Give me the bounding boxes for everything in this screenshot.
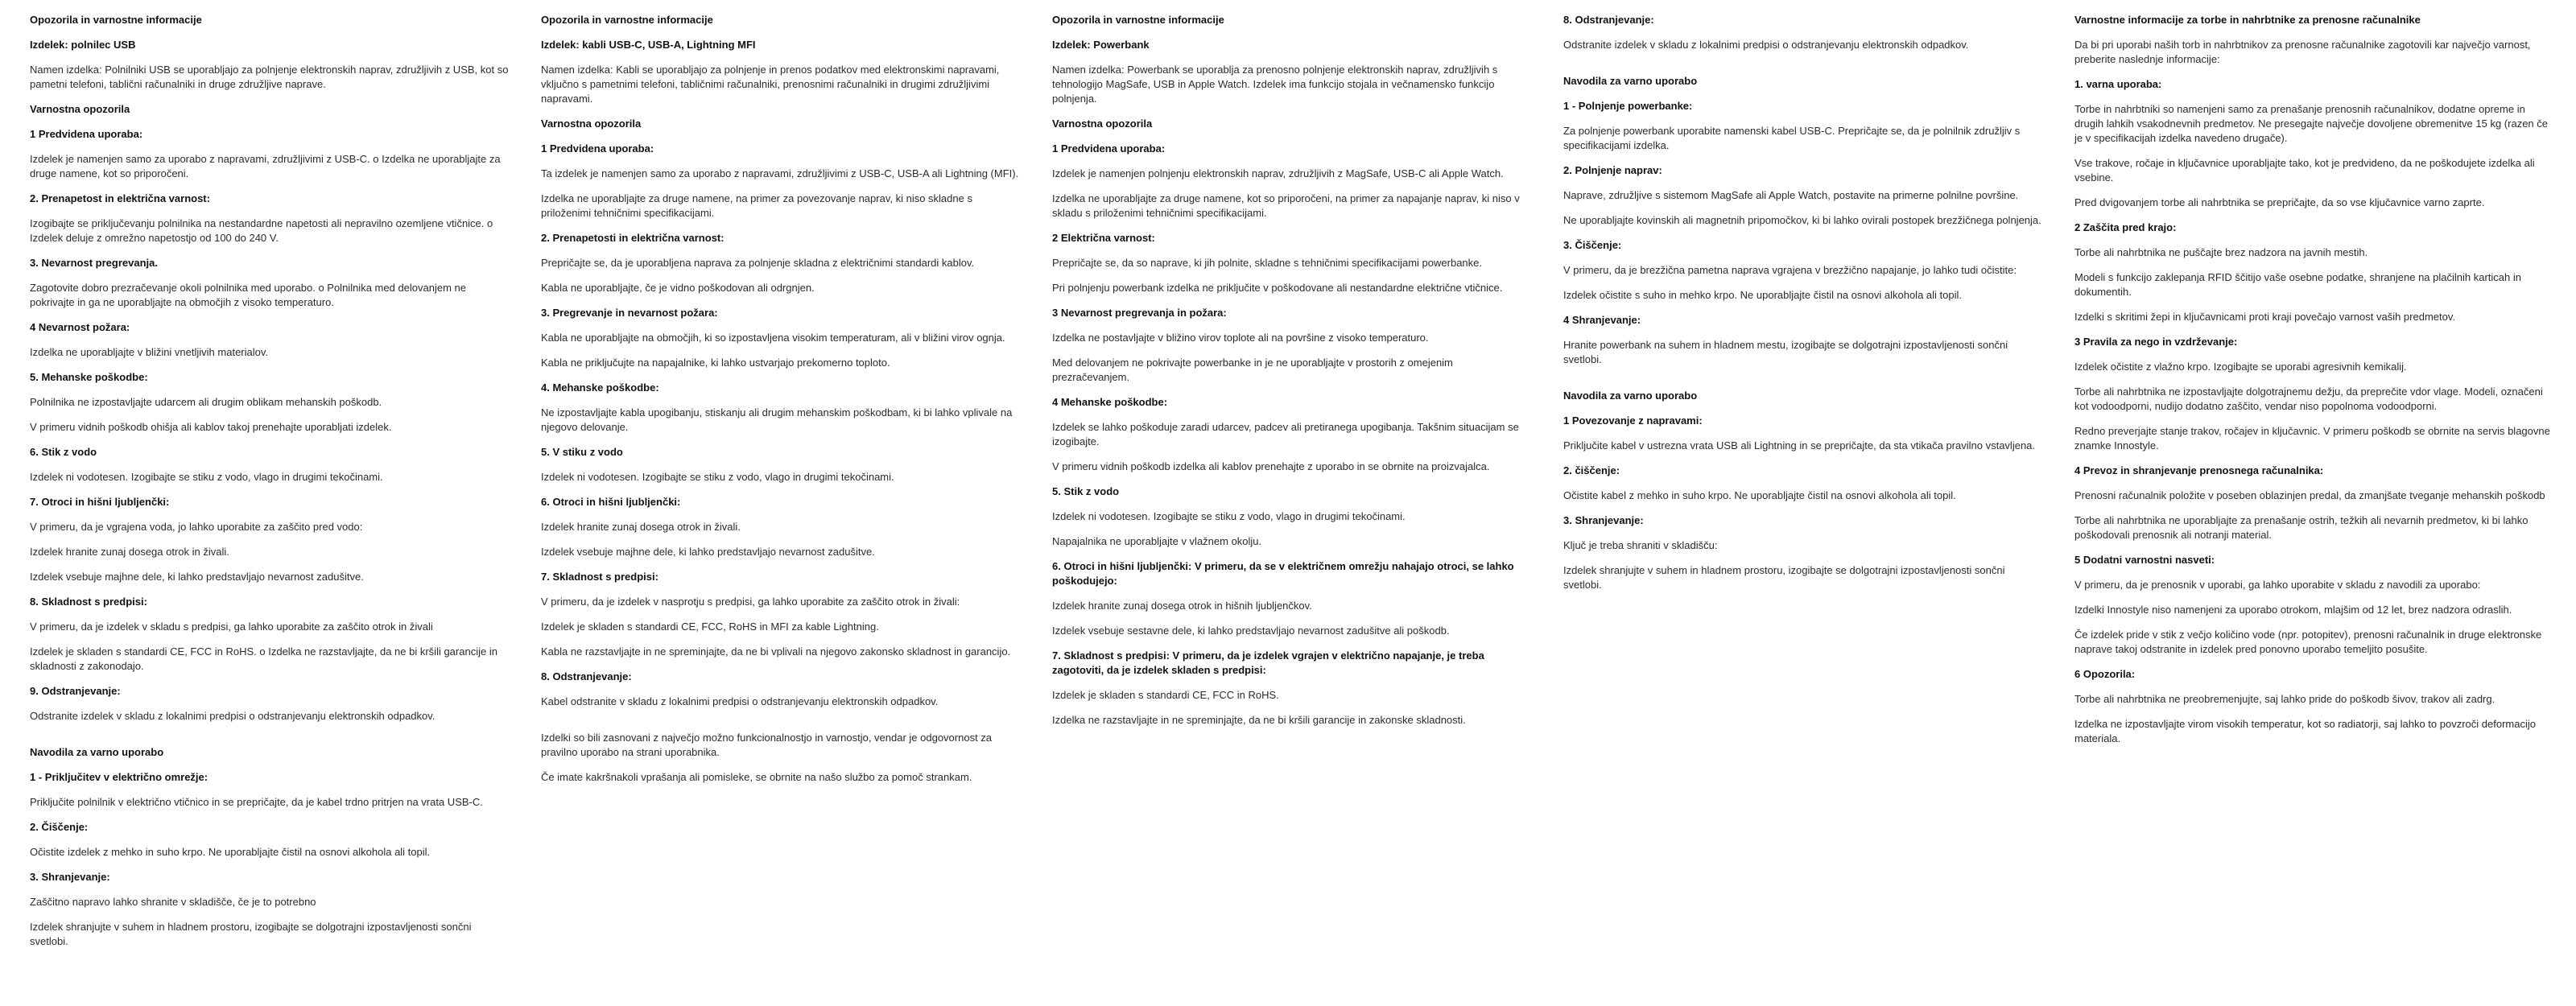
section-heading: 7. Skladnost s predpisi: V primeru, da je izdelek vgrajen v električno napajanje, je treba zagotoviti, da je izdelek skladen s predpisi: [1052,649,1484,676]
body-paragraph: Izdelek očistite z vlažno krpo. Izogibajte se uporabi agresivnih kemikalij. [2074,361,2407,373]
body-paragraph: Za polnjenje powerbank uporabite namenski kabel USB-C. Prepričajte se, da je polnilnik združljiv s specifikacijami izdelka. [1563,125,2021,151]
body-paragraph: Izdelek je skladen s standardi CE, FCC, RoHS in MFI za kable Lightning. [541,621,879,633]
section-heading: 6. Otroci in hišni ljubljenčki: [541,496,681,508]
section-heading: 5. V stiku z vodo [541,446,623,458]
body-paragraph: Torbe ali nahrbtnika ne izpostavljajte dolgotrajnemu dežju, da preprečite vdor vlage. Modeli, označeni kot vodoodporni, nudijo dodatno zaščito, vendar niso popolnoma vodoodporni. [2074,385,2543,412]
body-paragraph: Izdelek shranjujte v suhem in hladnem prostoru, izogibajte se dolgotrajni izpostavljenosti sončni svetlobi. [1563,564,2005,591]
body-paragraph: Kabla ne uporabljajte na območjih, ki so izpostavljena visokim temperaturam, ali v bližini virov ognja. [541,332,1005,344]
body-paragraph: Izdelek hranite zunaj dosega otrok in živali. [30,546,229,558]
body-paragraph: Vse trakove, ročaje in ključavnice uporabljajte tako, kot je predvideno, da ne poškodujete izdelka ali vsebine. [2074,157,2535,183]
body-paragraph: Hranite powerbank na suhem in hladnem mestu, izogibajte se dolgotrajni izpostavljenosti sončni svetlobi. [1563,339,2008,365]
section-heading: Varnostna opozorila [541,118,642,130]
section-heading: 4 Prevoz in shranjevanje prenosnega računalnika: [2074,464,2324,476]
body-paragraph: Izdelek ni vodotesen. Izogibajte se stiku z vodo, vlago in drugimi tekočinami. [541,471,894,483]
body-paragraph: Kabla ne priključujte na napajalnike, ki lahko ustvarjajo prekomerno toploto. [541,357,890,369]
body-paragraph: Izdelek je skladen s standardi CE, FCC in RoHS. [1052,689,1279,701]
body-paragraph: V primeru, da je brezžična pametna naprava vgrajena v brezžično napajanje, jo lahko tudi očistite: [1563,264,2017,276]
section-heading: 6. Otroci in hišni ljubljenčki: V primeru, da se v električnem omrežju nahajajo otroci, se lahko poškodujejo: [1052,560,1514,587]
body-paragraph: Izdelka ne izpostavljajte virom visokih temperatur, kot so radiatorji, saj lahko to povzroči deformacijo materiala. [2074,718,2536,744]
body-paragraph: Izdelek shranjujte v suhem in hladnem prostoru, izogibajte se dolgotrajni izpostavljenosti sončni svetlobi. [30,921,472,947]
body-paragraph: V primeru vidnih poškodb ohišja ali kablov takoj prenehajte uporabljati izdelek. [30,421,392,433]
section-heading: 5. Stik z vodo [1052,485,1120,497]
section-title: Opozorila in varnostne informacije [541,14,713,26]
body-paragraph: Torbe in nahrbtniki so namenjeni samo za prenašanje prenosnih računalnikov, dodatne opreme in drugih lahkih vsakodnevnih predmetov. Ne presegajte največje dovoljene obremenitve 15 kg (razen če je v specifikacijah izdelka navedeno drugače). [2074,103,2548,144]
section-heading: 1 Predvidena uporaba: [30,128,143,140]
body-paragraph: Izdelka ne razstavljajte in ne spreminjajte, da ne bi kršili garancije in zakonske skladnosti. [1052,714,1466,726]
section-heading: 4 Mehanske poškodbe: [1052,396,1168,408]
body-paragraph: Izdelki s skritimi žepi in ključavnicami proti kraji povečajo varnost vaših predmetov. [2074,311,2455,323]
body-paragraph: Torbe ali nahrbtnika ne puščajte brez nadzora na javnih mestih. [2074,246,2368,258]
column-powerbank-usage [1563,13,2043,603]
body-paragraph: V primeru, da je izdelek v nasprotju s predpisi, ga lahko uporabite za zaščito otrok in živali: [541,596,960,608]
body-paragraph: Namen izdelka: Powerbank se uporablja za prenosno polnjenje elektronskih naprav, združljivih s tehnologijo MagSafe, USB in Apple Watch. Izdelek ima funkcijo stojala in večnamensko funkcijo polnjenja. [1052,64,1498,105]
section-heading: 1 Povezovanje z napravami: [1563,414,1703,427]
body-paragraph: Izdelek vsebuje majhne dele, ki lahko predstavljajo nevarnost zadušitve. [541,546,875,558]
body-paragraph: Torbe ali nahrbtnika ne preobremenjujte, saj lahko pride do poškodb šivov, trakov ali zadrg. [2074,693,2496,705]
section-heading: Navodila za varno uporabo [30,746,164,758]
section-heading: Varnostna opozorila [30,103,130,115]
body-paragraph: Izdelki Innostyle niso namenjeni za uporabo otrokom, mlajšim od 12 let, brez nadzora odraslih. [2074,604,2512,616]
body-paragraph: Naprave, združljive s sistemom MagSafe ali Apple Watch, postavite na primerne polnilne površine. [1563,189,2019,201]
body-paragraph: Izdelek je namenjen polnjenju elektronskih naprav, združljivih z MagSafe, USB-C ali Apple Watch. [1052,167,1504,179]
section-heading: 3. Pregrevanje in nevarnost požara: [541,307,718,319]
section-heading: 4. Mehanske poškodbe: [541,381,659,394]
body-paragraph: Torbe ali nahrbtnika ne uporabljajte za prenašanje ostrih, težkih ali nevarnih predmetov, ki bi lahko poškodovali prenosnik ali notranji material. [2074,514,2529,541]
section-heading: 2. Polnjenje naprav: [1563,164,1662,176]
body-paragraph: Izdelek je namenjen samo za uporabo z napravami, združljivimi z USB-C. o Izdelka ne uporabljajte za druge namene, kot so priporočeni. [30,153,501,179]
body-paragraph: Pred dvigovanjem torbe ali nahrbtnika se prepričajte, da so vse ključavnice varno zaprte. [2074,196,2485,208]
section-heading: 2. Čiščenje: [30,821,89,833]
section-heading: 2. čiščenje: [1563,464,1620,476]
body-paragraph: Izdelek hranite zunaj dosega otrok in živali. [541,521,741,533]
body-paragraph: Ne uporabljajte kovinskih ali magnetnih pripomočkov, ki bi lahko ovirali postopek brezžičnega polnjenja. [1563,214,2041,226]
section-heading: 6. Stik z vodo [30,446,97,458]
section-heading: 8. Skladnost s predpisi: [30,596,147,608]
section-title: Varnostne informacije za torbe in nahrbtnike za prenosne računalnike [2074,14,2421,26]
section-heading: Varnostna opozorila [1052,118,1153,130]
body-paragraph: Če izdelek pride v stik z večjo količino vode (npr. potopitev), prenosni računalnik in druge elektronske naprave takoj odstranite in izdelek pred ponovno uporabo temeljito posušite. [2074,629,2542,655]
body-paragraph: Če imate kakršnakoli vprašanja ali pomisleke, se obrnite na našo službo za pomoč strankam. [541,771,972,783]
section-heading: Navodila za varno uporabo [1563,75,1698,87]
section-heading: 1 - Polnjenje powerbanke: [1563,100,1693,112]
body-paragraph: Izdelki so bili zasnovani z največjo možno funkcionalnostjo in varnostjo, vendar je odgovornost za pravilno uporabo na strani uporabnika. [541,732,993,758]
column-laptop-bags [2074,13,2554,757]
body-paragraph: Modeli s funkcijo zaklepanja RFID ščitijo vaše osebne podatke, shranjene na plačilnih karticah in dokumentih. [2074,271,2521,298]
section-heading: 4 Shranjevanje: [1563,314,1641,326]
section-heading: 3. Čiščenje: [1563,239,1622,251]
body-paragraph: Priključite kabel v ustrezna vrata USB ali Lightning in se prepričajte, da sta vtikača pravilno vstavljena. [1563,439,2036,451]
body-paragraph: Prepričajte se, da so naprave, ki jih polnite, skladne s tehničnimi specifikacijami powerbanke. [1052,257,1482,269]
body-paragraph: Namen izdelka: Polnilniki USB se uporabljajo za polnjenje elektronskih naprav, združljivih z USB, kot so pametni telefoni, tablični računalniki in druge združljive naprave. [30,64,509,90]
section-heading: 3. Nevarnost pregrevanja. [30,257,158,269]
section-heading: 7. Skladnost s predpisi: [541,571,658,583]
body-paragraph: Redno preverjajte stanje trakov, ročajev in ključavnic. V primeru poškodb se obrnite na servis blagovne znamke Innostyle. [2074,425,2550,451]
body-paragraph: Izdelek vsebuje majhne dele, ki lahko predstavljajo nevarnost zadušitve. [30,571,364,583]
body-paragraph: Kabel odstranite v skladu z lokalnimi predpisi o odstranjevanju elektronskih odpadkov. [541,695,939,707]
section-heading: 8. Odstranjevanje: [541,670,632,682]
body-paragraph: V primeru, da je vgrajena voda, jo lahko uporabite za zaščito pred vodo: [30,521,363,533]
section-heading: 6 Opozorila: [2074,668,2136,680]
section-heading: 7. Otroci in hišni ljubljenčki: [30,496,170,508]
body-paragraph: Ključ je treba shraniti v skladišču: [1563,539,1718,551]
section-heading: 9. Odstranjevanje: [30,685,121,697]
body-paragraph: Izdelek se lahko poškoduje zaradi udarcev, padcev ali pretiranega upogibanja. Takšnim situacijam se izogibajte. [1052,421,1519,447]
body-paragraph: Med delovanjem ne pokrivajte powerbanke in je ne uporabljajte v prostorih z omejenim prezračevanjem. [1052,357,1453,383]
section-heading: 3 Nevarnost pregrevanja in požara: [1052,307,1227,319]
body-paragraph: Da bi pri uporabi naših torb in nahrbtnikov za prenosne računalnike zagotovili kar največjo varnost, preberite naslednje informacije: [2074,39,2531,65]
body-paragraph: Kabla ne uporabljajte, če je vidno poškodovan ali odrgnjen. [541,282,815,294]
body-paragraph: Očistite izdelek z mehko in suho krpo. Ne uporabljajte čistil na osnovi alkohola ali topil. [30,846,431,858]
body-paragraph: Zaščitno napravo lahko shranite v skladišče, če je to potrebno [30,896,316,908]
body-paragraph: Napajalnika ne uporabljajte v vlažnem okolju. [1052,535,1262,547]
body-paragraph: Polnilnika ne izpostavljajte udarcem ali drugim oblikam mehanskih poškodb. [30,396,382,408]
body-paragraph: Ne izpostavljajte kabla upogibanju, stiskanju ali drugim mehanskim poškodbam, ki bi lahko vplivale na njegovo delovanje. [541,406,1013,433]
body-paragraph: Prepričajte se, da je uporabljena naprava za polnjenje skladna z električnimi standardi kablov. [541,257,975,269]
body-paragraph: Izdelek hranite zunaj dosega otrok in hišnih ljubljenčkov. [1052,600,1312,612]
section-heading: 1 Predvidena uporaba: [1052,142,1166,155]
body-paragraph: V primeru, da je izdelek v skladu s predpisi, ga lahko uporabite za zaščito otrok in živali [30,621,433,633]
section-title: Opozorila in varnostne informacije [30,14,202,26]
body-paragraph: Očistite kabel z mehko in suho krpo. Ne uporabljajte čistil na osnovi alkohola ali topil. [1563,489,1956,501]
body-paragraph: Izdelka ne uporabljajte v bližini vnetljivih materialov. [30,346,269,358]
section-heading: 3. Shranjevanje: [30,871,110,883]
body-paragraph: Izdelek očistite s suho in mehko krpo. Ne uporabljajte čistil na osnovi alkohola ali topil. [1563,289,1962,301]
body-paragraph: V primeru vidnih poškodb izdelka ali kablov prenehajte z uporabo in se obrnite na proizvajalca. [1052,460,1490,472]
section-heading: Navodila za varno uporabo [1563,390,1698,402]
section-heading: 2. Prenapetost in električna varnost: [30,192,210,204]
section-heading: 1 - Priključitev v električno omrežje: [30,771,208,783]
body-paragraph: Izdelek je skladen s standardi CE, FCC in RoHS. o Izdelka ne razstavljajte, da ne bi kršili garancije in skladnosti z zakonodajo. [30,645,497,672]
body-paragraph: Namen izdelka: Kabli se uporabljajo za polnjenje in prenos podatkov med elektronskimi napravami, vključno s pametnimi telefoni, tabličnimi računalniki, prenosnimi računalniki in drugimi združljivimi napravami. [541,64,1000,105]
section-heading: 1 Predvidena uporaba: [541,142,654,155]
section-title: Opozorila in varnostne informacije [1052,14,1224,26]
body-paragraph: Izdelek ni vodotesen. Izogibajte se stiku z vodo, vlago in drugimi tekočinami. [1052,510,1406,522]
section-heading: 3. Shranjevanje: [1563,514,1644,526]
body-paragraph: Izdelka ne uporabljajte za druge namene, na primer za povezovanje naprav, ki niso skladne s priloženimi tehničnimi specifikacijami. [541,192,972,219]
body-paragraph: Izdelka ne uporabljajte za druge namene, kot so priporočeni, na primer za napajanje naprav, ki niso v skladu s priloženimi tehničnimi specifikacijami. [1052,192,1520,219]
section-heading: 1. varna uporaba: [2074,78,2162,90]
section-heading: 3 Pravila za nego in vzdrževanje: [2074,336,2238,348]
section-heading: 5 Dodatni varnostni nasveti: [2074,554,2215,566]
section-heading: 4 Nevarnost požara: [30,321,130,333]
column-cables [541,13,1021,795]
column-powerbank [1052,13,1532,738]
body-paragraph: Prenosni računalnik položite v poseben oblazinjen predal, da zmanjšate tveganje mehanskih poškodb [2074,489,2545,501]
body-paragraph: Priključite polnilnik v električno vtičnico in se prepričajte, da je kabel trdno pritrjen na vrata USB-C. [30,796,483,808]
body-paragraph: Zagotovite dobro prezračevanje okoli polnilnika med uporabo. o Polnilnika med delovanjem ne pokrivajte in ga ne uporabljajte na območjih z visoko temperaturo. [30,282,466,308]
column-usb-charger [30,13,510,959]
body-paragraph: Ta izdelek je namenjen samo za uporabo z napravami, združljivimi z USB-C, USB-A ali Lightning (MFI). [541,167,1019,179]
section-heading: 2 Električna varnost: [1052,232,1155,244]
body-paragraph: Kabla ne razstavljajte in ne spreminjajte, da ne bi vplivali na njegovo zakonsko skladnost in garancijo. [541,645,1011,658]
body-paragraph: Odstranite izdelek v skladu z lokalnimi predpisi o odstranjevanju elektronskih odpadkov. [1563,39,1969,51]
section-heading: 2. Prenapetosti in električna varnost: [541,232,724,244]
body-paragraph: Izdelek ni vodotesen. Izogibajte se stiku z vodo, vlago in drugimi tekočinami. [30,471,383,483]
body-paragraph: Odstranite izdelek v skladu z lokalnimi predpisi o odstranjevanju elektronskih odpadkov. [30,710,436,722]
section-heading: Izdelek: Powerbank [1052,39,1150,51]
body-paragraph: Izogibajte se priključevanju polnilnika na nestandardne napetosti ali nepravilno ozemljene vtičnice. o Izdelek deluje z omrežno napetostjo od 100 do 240 V. [30,217,493,244]
body-paragraph: Izdelka ne postavljajte v bližino virov toplote ali na površine z visoko temperaturo. [1052,332,1429,344]
body-paragraph: Izdelek vsebuje sestavne dele, ki lahko predstavljajo nevarnost zadušitve ali poškodb. [1052,625,1450,637]
body-paragraph: V primeru, da je prenosnik v uporabi, ga lahko uporabite v skladu z navodili za uporabo: [2074,579,2481,591]
section-heading: Izdelek: kabli USB-C, USB-A, Lightning MFI [541,39,756,51]
body-paragraph: Pri polnjenju powerbank izdelka ne priključite v poškodovane ali nestandardne električne vtičnice. [1052,282,1503,294]
section-heading: 8. Odstranjevanje: [1563,14,1654,26]
section-heading: Izdelek: polnilec USB [30,39,136,51]
section-heading: 5. Mehanske poškodbe: [30,371,148,383]
section-heading: 2 Zaščita pred krajo: [2074,221,2177,233]
